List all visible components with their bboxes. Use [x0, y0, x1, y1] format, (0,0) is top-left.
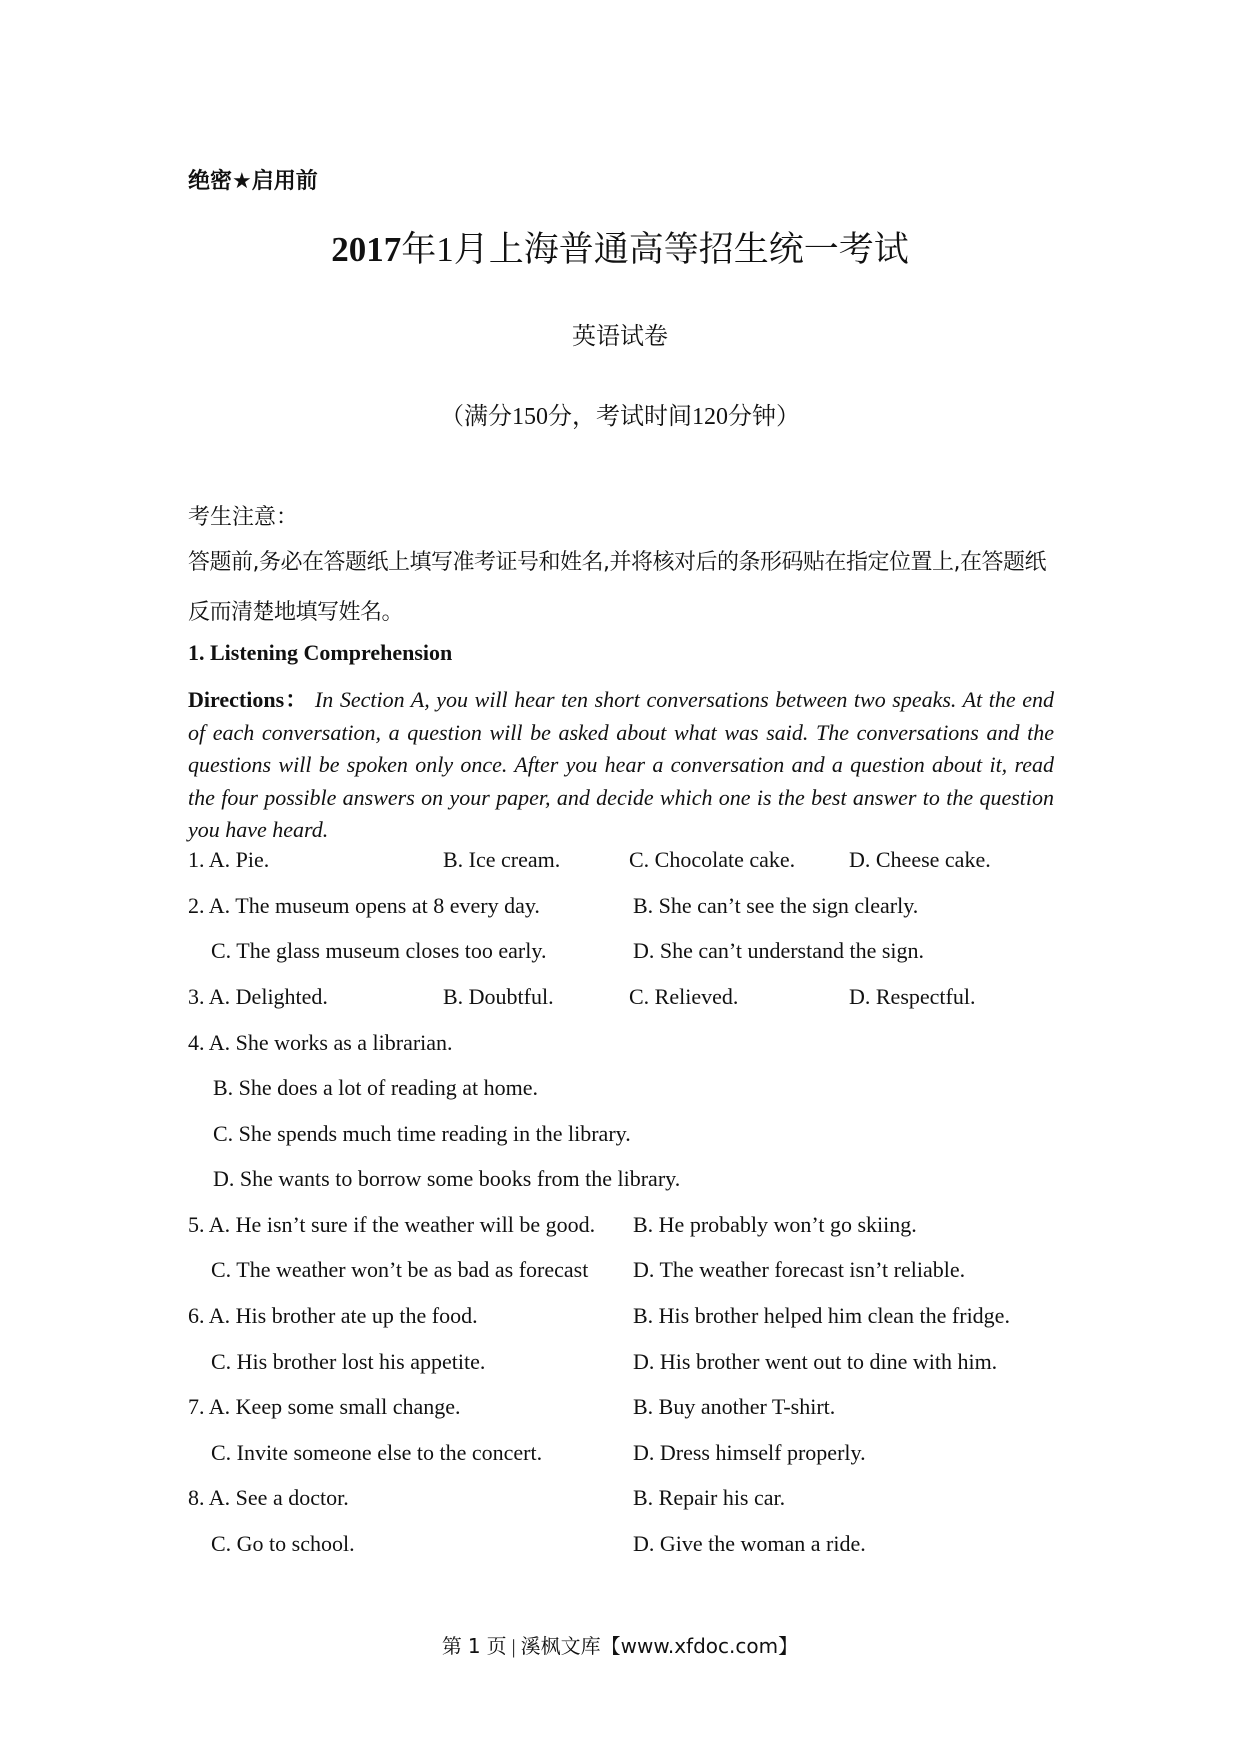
q6-option-c: C. His brother lost his appetite.: [211, 1349, 486, 1374]
score-time-note: [0, 396, 1240, 431]
q7-option-a: 7. A. Keep some small change.: [188, 1394, 461, 1419]
q4-option-d: D. She wants to borrow some books from the library.: [213, 1166, 681, 1191]
notice-heading: 考生注意：: [188, 505, 299, 530]
q3-option-c: C. Relieved.: [629, 984, 739, 1009]
score-note-time: 120: [692, 404, 728, 430]
footer-page-number: 1: [467, 1634, 481, 1658]
q1-option-d: D. Cheese cake.: [849, 847, 991, 872]
q5-option-b: B. He probably won’t go skiing.: [633, 1212, 917, 1237]
title-part2: 月上海普通高等招生统一考试: [453, 230, 909, 270]
q8-option-b: B. Repair his car.: [633, 1485, 786, 1510]
title-year: 2017: [331, 230, 402, 269]
q5-option-a: 5. A. He isn’t sure if the weather will be good.: [188, 1212, 596, 1237]
q8-option-d: D. Give the woman a ride.: [633, 1531, 866, 1556]
q5-option-d: D. The weather forecast isn’t reliable.: [633, 1257, 966, 1282]
q6-option-b: B. His brother helped him clean the fridge.: [633, 1303, 1010, 1328]
q4-option-a: 4. A. She works as a librarian.: [188, 1030, 453, 1055]
footer-part1: 第: [441, 1636, 462, 1658]
q6-option-a: 6. A. His brother ate up the food.: [188, 1303, 478, 1328]
q7-option-c: C. Invite someone else to the concert.: [211, 1440, 543, 1465]
page-footer: [0, 1630, 1240, 1659]
q3-option-b: B. Doubtful.: [443, 984, 554, 1009]
exam-subtitle: 英语试卷: [572, 322, 668, 350]
q8-option-a: 8. A. See a doctor.: [188, 1485, 349, 1510]
q3-option-d: D. Respectful.: [849, 984, 976, 1009]
score-note-part2: 分，考试时间: [548, 402, 692, 430]
q2-option-c: C. The glass museum closes too early.: [211, 938, 547, 963]
exam-title: [0, 222, 1240, 272]
q6-option-d: D. His brother went out to dine with him.: [633, 1349, 998, 1374]
q1-option-b: B. Ice cream.: [443, 847, 561, 872]
directions-text: In Section A, you will hear ten short conversations between two speaks. At the end of each conversation, a question will be asked about what was said. The conversations and the questions will be spoken only once. After you hear a conversation and a question about it, read the four possible answers on your paper, and decide which one is the best answer to the question you have heard.: [188, 687, 1054, 842]
q2-option-b: B. She can’t see the sign clearly.: [633, 893, 919, 918]
q4-option-c: C. She spends much time reading in the library.: [213, 1121, 631, 1146]
q4-option-b: B. She does a lot of reading at home.: [213, 1075, 539, 1100]
q1-option-a: 1. A. Pie.: [188, 847, 270, 872]
q1-option-c: C. Chocolate cake.: [629, 847, 796, 872]
q7-option-d: D. Dress himself properly.: [633, 1440, 866, 1465]
score-note-part3: 分钟）: [728, 402, 800, 430]
secrecy-label: 绝密★启用前: [188, 169, 318, 194]
section-title: 1. Listening Comprehension: [188, 640, 453, 665]
notice-body: 答题前,务必在答题纸上填写准考证号和姓名,并将核对后的条形码贴在指定位置上,在答题纸反而清楚地填写姓名。: [188, 550, 1046, 625]
q8-option-c: C. Go to school.: [211, 1531, 355, 1556]
footer-site[interactable]: www.xfdoc.com: [620, 1634, 779, 1658]
q2-option-d: D. She can’t understand the sign.: [633, 938, 925, 963]
q5-option-c: C. The weather won’t be as bad as forecast: [211, 1257, 589, 1282]
directions-label: Directions：: [188, 687, 309, 712]
title-part1: 年: [401, 230, 437, 270]
title-month: 1: [436, 230, 454, 269]
q7-option-b: B. Buy another T-shirt.: [633, 1394, 836, 1419]
footer-part3: 】: [778, 1636, 799, 1658]
directions: [188, 684, 1054, 847]
score-note-score: 150: [512, 404, 548, 430]
footer-part2: 页 | 溪枫文库【: [486, 1636, 621, 1658]
q3-option-a: 3. A. Delighted.: [188, 984, 328, 1009]
q2-option-a: 2. A. The museum opens at 8 every day.: [188, 893, 540, 918]
score-note-part1: （满分: [440, 402, 512, 430]
